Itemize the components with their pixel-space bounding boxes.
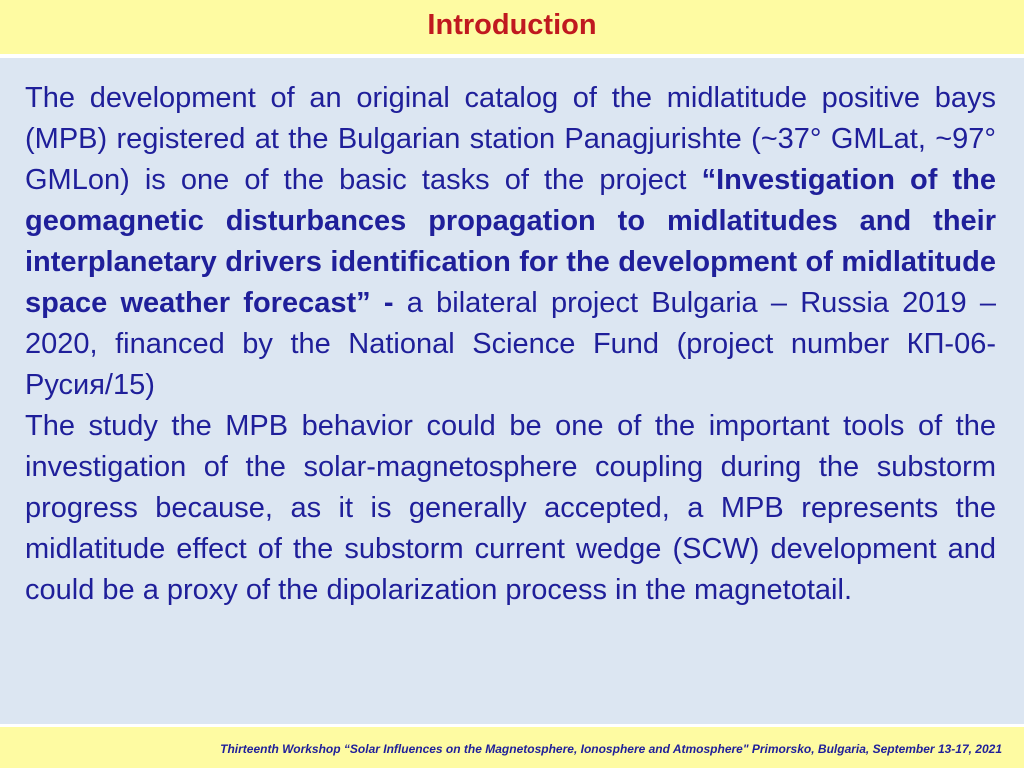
body-text (25, 78, 996, 611)
project-title: “Investigation of the geomagnetic disturbances propagation to midlatitudes and their interplanetary drivers identification for the development of midlatitude space weather forecast” - (25, 164, 996, 319)
paragraph-1-tail: a bilateral project Bulgaria – Russia 2019 – 2020, financed by the National Science Fund (project number КП-06-Русия/15) (25, 287, 997, 401)
paragraph-1 (25, 78, 996, 406)
header-bar (0, 0, 1024, 54)
slide-title: Introduction (427, 8, 597, 41)
paragraph-1-intro: The development of an original catalog of the midlatitude positive bays (MPB) registered at the Bulgarian station Panagjurishte (~37° GMLat, ~97° GMLon) is one of the basic tasks of the project (25, 82, 996, 196)
footer-text: Thirteenth Workshop “Solar Influences on the Magnetosphere, Ionosphere and Atmosphere" Primorsko, Bulgaria, September 13-17, 2021 (220, 742, 1002, 756)
paragraph-2: The study the MPB behavior could be one of the important tools of the investigation of the solar-magnetosphere coupling during the substorm progress because, as it is generally accepted, a MPB represents the midlatitude effect of the substorm current wedge (SCW) development and could be a proxy of the dipolarization process in the magnetotail. (25, 410, 996, 606)
footer-bar (0, 727, 1024, 768)
